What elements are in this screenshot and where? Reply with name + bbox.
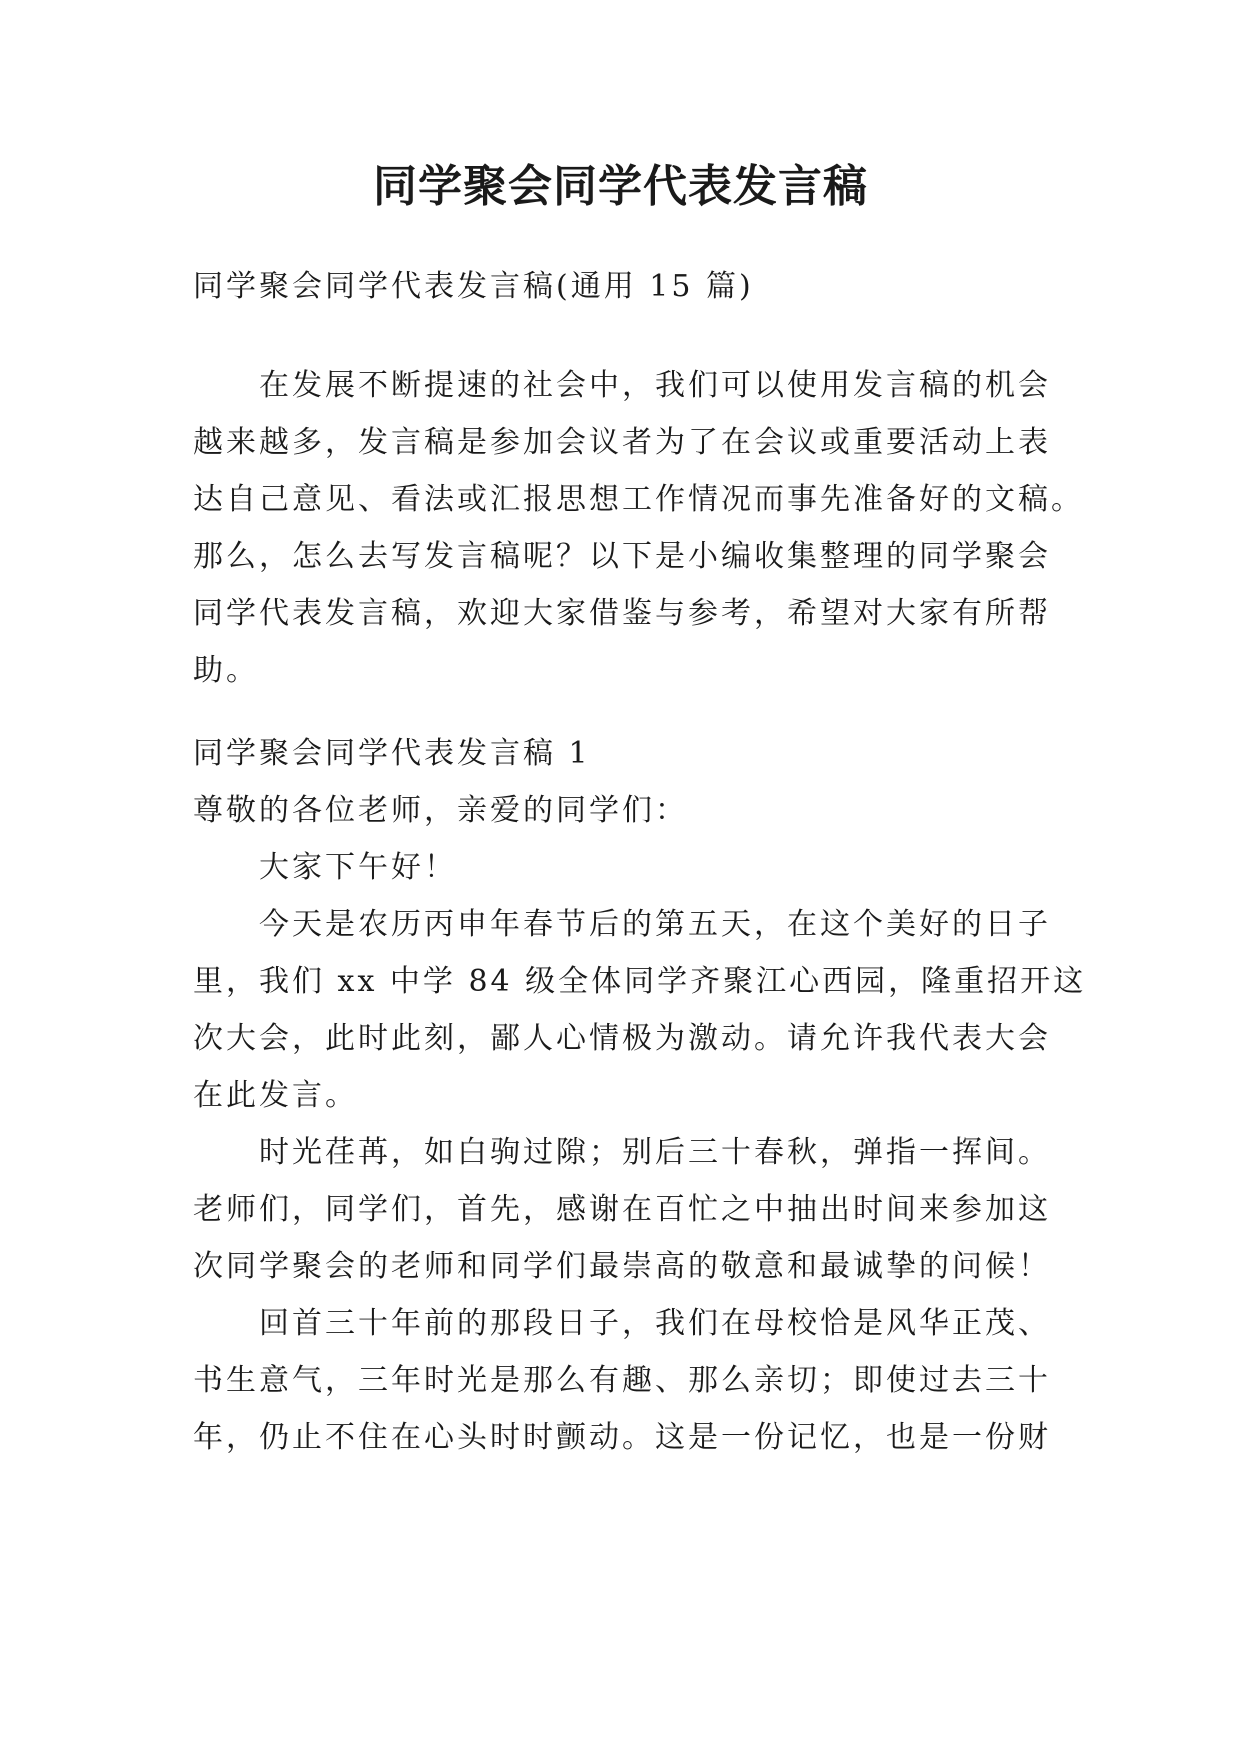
greeting: 大家下午好！ [259,850,457,885]
document-subtitle: 同学聚会同学代表发言稿(通用 15 篇) [193,269,754,304]
document-title: 同学聚会同学代表发言稿 [373,161,868,212]
intro-line: 那么，怎么去写发言稿呢？以下是小编收集整理的同学聚会 [193,539,1051,574]
intro-line: 同学代表发言稿，欢迎大家借鉴与参考，希望对大家有所帮 [193,596,1051,631]
intro-line: 在发展不断提速的社会中，我们可以使用发言稿的机会 [259,368,1051,403]
speech-section-1 [193,725,1087,1466]
paragraph-line: 里，我们 xx 中学 84 级全体同学齐聚江心西园，隆重招开这 [193,964,1087,999]
paragraph-line: 老师们，同学们，首先，感谢在百忙之中抽出时间来参加这 [193,1192,1051,1227]
intro-paragraph [193,357,1084,699]
paragraph-line: 今天是农历丙申年春节后的第五天，在这个美好的日子 [259,907,1051,942]
paragraph-line: 次大会，此时此刻，鄙人心情极为激动。请允许我代表大会 [193,1021,1051,1056]
paragraph-line: 书生意气，三年时光是那么有趣、那么亲切；即使过去三十 [193,1363,1051,1398]
intro-line: 助。 [193,653,259,688]
section-heading: 同学聚会同学代表发言稿 1 [193,736,591,771]
paragraph-line: 在此发言。 [193,1078,358,1113]
intro-line: 达自己意见、看法或汇报思想工作情况而事先准备好的文稿。 [193,482,1084,517]
intro-line: 越来越多，发言稿是参加会议者为了在会议或重要活动上表 [193,425,1051,460]
salutation: 尊敬的各位老师，亲爱的同学们： [193,793,688,828]
paragraph-line: 年，仍止不住在心头时时颤动。这是一份记忆，也是一份财 [193,1420,1051,1455]
paragraph-line: 回首三十年前的那段日子，我们在母校恰是风华正茂、 [259,1306,1051,1341]
paragraph-line: 次同学聚会的老师和同学们最崇高的敬意和最诚挚的问候！ [193,1249,1051,1284]
paragraph-line: 时光荏苒，如白驹过隙；别后三十春秋，弹指一挥间。 [259,1135,1051,1170]
